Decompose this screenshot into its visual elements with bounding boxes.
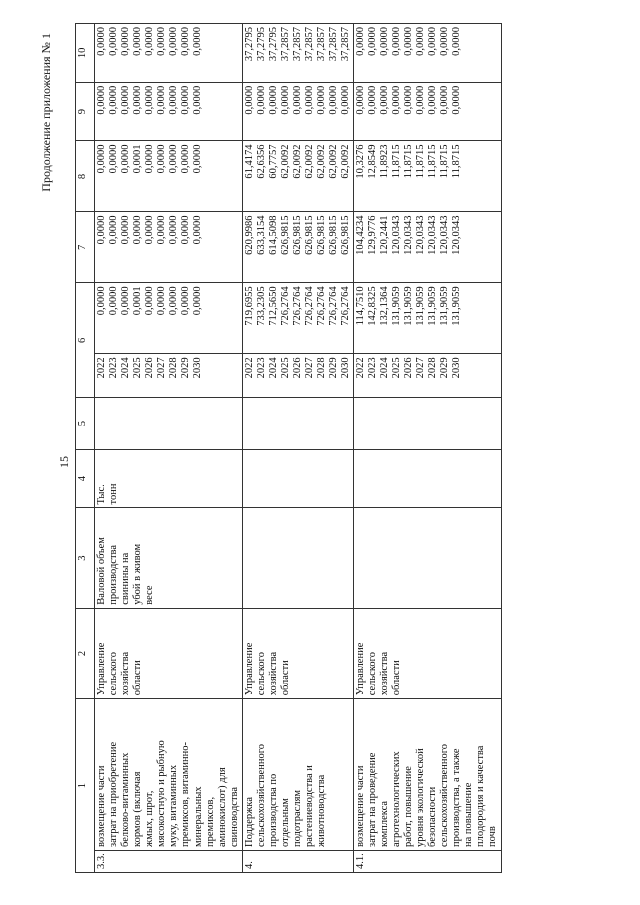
table-cell: 0,0000 <box>180 286 191 316</box>
table-cell: 0,0000 <box>180 27 191 56</box>
table-cell: 120,2441 <box>378 215 390 255</box>
table-cell: 114,7510 <box>354 286 366 326</box>
table-cell: 131,9059 <box>402 286 414 326</box>
table-row <box>242 24 353 873</box>
table-cell: 132,1364 <box>378 286 390 326</box>
table-cell: 0,0000 <box>96 27 107 56</box>
table-row <box>353 24 501 873</box>
column-7-values <box>353 212 501 283</box>
table-cell: 11,8923 <box>378 144 390 179</box>
table-cell: 37,2857 <box>327 27 339 62</box>
table-cell: 0,0000 <box>450 27 462 56</box>
year-list-stack <box>355 357 463 394</box>
table-cell: 0,0000 <box>402 85 414 115</box>
column-8-values-stack <box>244 144 352 208</box>
table-cell: 37,2857 <box>303 27 315 62</box>
table-cell: 37,2795 <box>267 27 279 62</box>
table-cell: 120,0343 <box>414 215 426 255</box>
table-cell: 726,2764 <box>291 286 303 326</box>
column-7-values-stack <box>244 215 352 279</box>
table-cell: 0,0000 <box>390 85 402 115</box>
table-cell: 0,0000 <box>144 27 155 56</box>
table-cell: 62,0092 <box>315 144 327 179</box>
table-cell: 0,0000 <box>438 85 450 115</box>
table-cell: 0,0000 <box>108 215 119 245</box>
table-cell: 0,0000 <box>156 215 167 245</box>
column-header: 9 <box>76 82 95 141</box>
indicator <box>353 508 501 608</box>
column-7-values-stack <box>96 215 204 279</box>
table-cell: 626,9815 <box>291 215 303 255</box>
column-10-values <box>353 24 501 83</box>
table-cell: 620,9986 <box>243 215 255 255</box>
table-cell: 0,0000 <box>180 85 191 115</box>
table-cell: 2025 <box>390 357 402 379</box>
column-header: 7 <box>76 212 95 283</box>
table-cell: 0,0000 <box>327 85 339 115</box>
table-cell: 2025 <box>132 357 143 379</box>
column-9-values-stack <box>244 86 352 138</box>
table-cell: 2023 <box>108 357 119 379</box>
table-cell: 0,0000 <box>96 85 107 115</box>
table-header-row <box>76 24 95 873</box>
table-cell: 2029 <box>180 357 191 379</box>
table-cell: 62,0092 <box>279 144 291 179</box>
table-cell: 62,0092 <box>303 144 315 179</box>
column-7-values <box>95 212 243 283</box>
table-cell: 131,9059 <box>390 286 402 326</box>
column-5-value <box>353 398 501 449</box>
table-cell: 2022 <box>96 357 107 379</box>
table-cell: 62,0092 <box>327 144 339 179</box>
table-cell: 0,0000 <box>192 215 203 245</box>
column-header: 1 <box>76 699 95 873</box>
table-cell: 0,0000 <box>366 27 378 56</box>
table-cell: 2028 <box>315 357 327 379</box>
column-7-values <box>242 212 353 283</box>
table-cell: 2023 <box>255 357 267 379</box>
table-cell: 131,9059 <box>414 286 426 326</box>
executor: Управление сельского хозяйства области <box>95 608 243 699</box>
table-cell: 0,0000 <box>414 27 426 56</box>
table-cell: 0,0000 <box>108 286 119 316</box>
table-cell: 104,4234 <box>354 215 366 255</box>
table-cell: 0,0000 <box>156 144 167 174</box>
table-cell: 0,0000 <box>192 85 203 115</box>
table-cell: 0,0000 <box>132 215 143 245</box>
column-10-values <box>242 24 353 83</box>
executor: Управление сельского хозяйства области <box>353 608 501 699</box>
table-cell: 0,0000 <box>426 85 438 115</box>
table-cell: 2022 <box>243 357 255 379</box>
table-cell: 11,8715 <box>402 144 414 179</box>
table-cell: 120,0343 <box>450 215 462 255</box>
measure-name: Поддержка сельскохозяйственного производства по отдельным подотраслям растениеводства и животноводства <box>242 699 353 851</box>
program-table <box>75 23 502 873</box>
table-cell: 726,2764 <box>279 286 291 326</box>
column-header: 8 <box>76 141 95 212</box>
table-cell: 0,0000 <box>168 27 179 56</box>
column-header: 6 <box>76 283 95 398</box>
row-number: 4. <box>242 850 353 872</box>
column-header: 2 <box>76 608 95 699</box>
table-cell: 2028 <box>168 357 179 379</box>
table-cell: 2029 <box>438 357 450 379</box>
table-cell: 37,2795 <box>255 27 267 62</box>
table-cell: 0,0000 <box>414 85 426 115</box>
table-cell: 0,0000 <box>156 27 167 56</box>
column-10-values-stack <box>355 27 463 79</box>
column-9-values-stack <box>96 86 204 138</box>
measure-name: возмещение части затрат на проведение комплекса агротехнологических работ, повышение уровня экологической безопасности сельскохозяйственного производства, а также на повышение плодородия и качества почв <box>353 699 501 851</box>
table-cell: 131,9059 <box>450 286 462 326</box>
table-cell: 2027 <box>414 357 426 379</box>
table-cell: 0,0000 <box>96 215 107 245</box>
table-cell: 733,2305 <box>255 286 267 326</box>
table-cell: 120,0343 <box>426 215 438 255</box>
table-cell: 0,0000 <box>120 286 131 316</box>
table-cell: 0,0000 <box>144 144 155 174</box>
table-cell: 0,0000 <box>354 85 366 115</box>
column-6-values <box>95 283 243 354</box>
column-header: 3 <box>76 508 95 608</box>
table-cell: 0,0000 <box>303 85 315 115</box>
table-cell: 0,0000 <box>315 85 327 115</box>
table-cell: 37,2857 <box>339 27 351 62</box>
year-list-stack <box>96 357 204 394</box>
page-number: 15 <box>57 456 71 468</box>
table-cell: 62,6356 <box>255 144 267 179</box>
table-cell: 2024 <box>120 357 131 379</box>
row-number: 4.1. <box>353 850 501 872</box>
table-cell: 626,9815 <box>339 215 351 255</box>
table-cell: 719,6955 <box>243 286 255 326</box>
column-6-values-stack <box>244 286 352 350</box>
table-cell: 0,0000 <box>378 85 390 115</box>
indicator <box>242 508 353 608</box>
table-cell: 10,3276 <box>354 144 366 179</box>
table-cell: 0,0000 <box>267 85 279 115</box>
measure-name: возмещение части затрат на приобретение белково-витаминных кормов (включая жмых, шрот, мясокостную и рыбную муку, витаминных премиксов, витаминно- минеральных премиксов, аминокислот) для свиноводства <box>95 699 243 851</box>
table-cell: 0,0000 <box>426 27 438 56</box>
rotated-content <box>12 23 612 893</box>
year-list <box>95 354 243 398</box>
table-cell: 0,0000 <box>156 286 167 316</box>
year-list <box>242 354 353 398</box>
table-cell: 2028 <box>426 357 438 379</box>
table-cell: 0,0000 <box>450 85 462 115</box>
table-cell: 62,0092 <box>339 144 351 179</box>
table-cell: 614,5098 <box>267 215 279 255</box>
column-7-values-stack <box>355 215 463 279</box>
table-cell: 633,3154 <box>255 215 267 255</box>
column-8-values <box>242 141 353 212</box>
table-cell: 2030 <box>192 357 203 379</box>
table-cell: 726,2764 <box>303 286 315 326</box>
table-cell: 0,0000 <box>168 85 179 115</box>
table-cell: 0,0000 <box>120 27 131 56</box>
table-cell: 0,0000 <box>120 85 131 115</box>
table-cell: 2026 <box>291 357 303 379</box>
table-cell: 37,2857 <box>279 27 291 62</box>
table-cell: 2029 <box>327 357 339 379</box>
table-cell: 0,0000 <box>120 215 131 245</box>
column-header: 4 <box>76 449 95 508</box>
column-10-values-stack <box>244 27 352 79</box>
table-cell: 0,0000 <box>168 215 179 245</box>
column-6-values-stack <box>96 286 204 350</box>
row-number: 3.3. <box>95 850 243 872</box>
table-cell: 0,0000 <box>156 85 167 115</box>
table-cell: 0,0000 <box>108 85 119 115</box>
table-cell: 11,8715 <box>414 144 426 179</box>
table-body <box>95 24 502 873</box>
table-cell: 62,0092 <box>291 144 303 179</box>
table-cell: 2024 <box>378 357 390 379</box>
column-6-values-stack <box>355 286 463 350</box>
table-cell: 2030 <box>450 357 462 379</box>
table-cell: 0,0000 <box>180 144 191 174</box>
column-9-values <box>95 82 243 141</box>
indicator: Валовой объем производства свинины на убой в живом весе <box>95 508 243 608</box>
table-cell: 12,8549 <box>366 144 378 179</box>
table-cell: 626,9815 <box>279 215 291 255</box>
table-cell: 626,9815 <box>303 215 315 255</box>
table-cell: 0,0000 <box>108 27 119 56</box>
column-header: 5 <box>76 398 95 449</box>
column-6-values <box>353 283 501 354</box>
table-cell: 0,0000 <box>339 85 351 115</box>
table-cell: 2024 <box>267 357 279 379</box>
table-cell: 0,0000 <box>279 85 291 115</box>
table-cell: 0,0000 <box>354 27 366 56</box>
table-cell: 626,9815 <box>327 215 339 255</box>
table-cell: 0,0000 <box>366 85 378 115</box>
table-cell: 2027 <box>156 357 167 379</box>
table-cell: 0,0000 <box>168 286 179 316</box>
table-cell: 0,0000 <box>291 85 303 115</box>
column-8-values-stack <box>96 144 204 208</box>
column-5-value <box>95 398 243 449</box>
table-cell: 2025 <box>279 357 291 379</box>
unit: Тыс. тонн <box>95 449 243 508</box>
column-9-values <box>353 82 501 141</box>
table-cell: 726,2764 <box>315 286 327 326</box>
continuation-label: Продолжение приложения № 1 <box>39 33 53 192</box>
column-5-value <box>242 398 353 449</box>
year-list <box>353 354 501 398</box>
table-cell: 726,2764 <box>339 286 351 326</box>
table-cell: 2030 <box>339 357 351 379</box>
column-10-values-stack <box>96 27 204 79</box>
table-cell: 142,8325 <box>366 286 378 326</box>
column-9-values-stack <box>355 86 463 138</box>
table-cell: 11,8715 <box>426 144 438 179</box>
table-cell: 2026 <box>402 357 414 379</box>
table-cell: 0,0000 <box>378 27 390 56</box>
table-cell: 0,0000 <box>438 27 450 56</box>
executor: Управление сельского хозяйства области <box>242 608 353 699</box>
table-cell: 0,0000 <box>402 27 414 56</box>
table-row <box>95 24 243 873</box>
table-cell: 37,2857 <box>315 27 327 62</box>
column-6-values <box>242 283 353 354</box>
table-cell: 11,8715 <box>438 144 450 179</box>
table-cell: 0,0000 <box>144 85 155 115</box>
table-cell: 120,0343 <box>402 215 414 255</box>
table-cell: 0,0000 <box>192 27 203 56</box>
table-cell: 37,2857 <box>291 27 303 62</box>
table-cell: 0,0000 <box>96 144 107 174</box>
column-header: 10 <box>76 24 95 83</box>
table-cell: 0,0000 <box>144 215 155 245</box>
table-cell: 0,0000 <box>243 85 255 115</box>
table-cell: 0,0000 <box>192 144 203 174</box>
table-cell: 2023 <box>366 357 378 379</box>
table-cell: 131,9059 <box>438 286 450 326</box>
unit <box>353 449 501 508</box>
table-cell: 712,5650 <box>267 286 279 326</box>
table-cell: 0,0001 <box>132 286 143 316</box>
table-cell: 37,2795 <box>243 27 255 62</box>
table-cell: 2027 <box>303 357 315 379</box>
table-cell: 0,0000 <box>108 144 119 174</box>
table-cell: 0,0000 <box>132 27 143 56</box>
table-cell: 11,8715 <box>450 144 462 179</box>
table-cell: 626,9815 <box>315 215 327 255</box>
table-cell: 0,0000 <box>255 85 267 115</box>
table-cell: 0,0000 <box>144 286 155 316</box>
table-cell: 120,0343 <box>390 215 402 255</box>
table-cell: 0,0001 <box>132 144 143 174</box>
column-10-values <box>95 24 243 83</box>
table-cell: 131,9059 <box>426 286 438 326</box>
table-cell: 0,0000 <box>390 27 402 56</box>
table-cell: 129,9776 <box>366 215 378 255</box>
table-cell: 120,0343 <box>438 215 450 255</box>
table-cell: 2022 <box>354 357 366 379</box>
year-list-stack <box>244 357 352 394</box>
table-cell: 11,8715 <box>390 144 402 179</box>
column-8-values <box>95 141 243 212</box>
table-cell: 0,0000 <box>120 144 131 174</box>
table-cell: 0,0000 <box>180 215 191 245</box>
table-cell: 61,4174 <box>243 144 255 179</box>
table-cell: 0,0000 <box>96 286 107 316</box>
table-cell: 2026 <box>144 357 155 379</box>
table-cell: 0,0000 <box>168 144 179 174</box>
column-8-values-stack <box>355 144 463 208</box>
column-9-values <box>242 82 353 141</box>
table-cell: 726,2764 <box>327 286 339 326</box>
unit <box>242 449 353 508</box>
table-cell: 0,0000 <box>192 286 203 316</box>
table-cell: 60,7757 <box>267 144 279 179</box>
column-8-values <box>353 141 501 212</box>
table-cell: 0,0000 <box>132 85 143 115</box>
